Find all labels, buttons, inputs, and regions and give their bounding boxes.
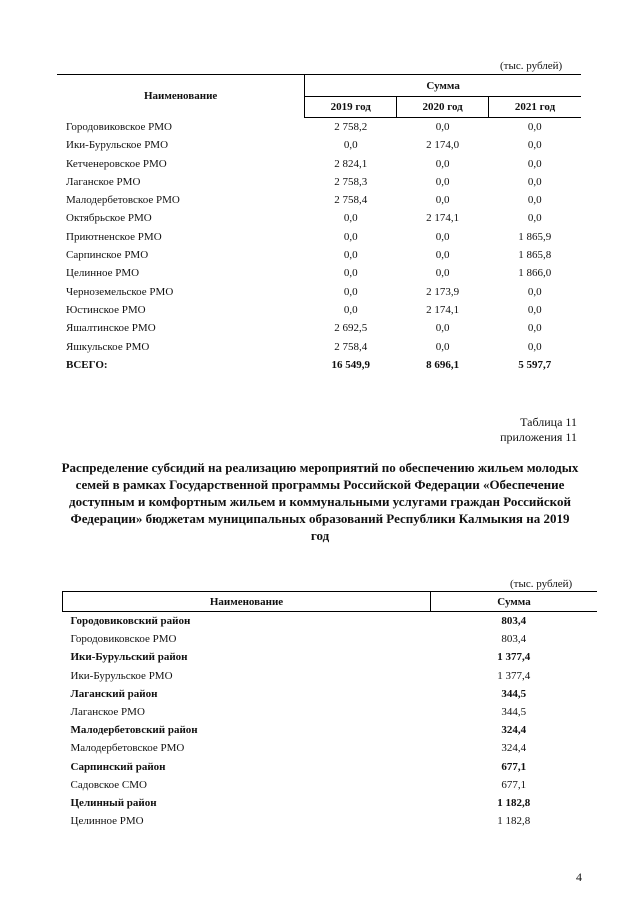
value-cell: 2 174,1 <box>426 303 460 316</box>
row-name: Малодербетовский район <box>70 724 198 737</box>
value-cell: 2 174,0 <box>426 139 460 152</box>
sum-cell: 1 182,8 <box>497 797 531 810</box>
value-cell: 0,0 <box>343 212 358 225</box>
table1-header-sum: Сумма <box>305 75 581 97</box>
municipality-row <box>63 739 598 757</box>
sum-cell: 1 182,8 <box>497 815 531 828</box>
value-cell: 5 597,7 <box>518 358 552 371</box>
row-name: Сарпинский район <box>70 760 166 773</box>
table-row <box>57 136 581 154</box>
value-cell: 2 692,5 <box>334 322 368 335</box>
table-row <box>57 338 581 356</box>
table-row <box>57 209 581 227</box>
table1 <box>57 74 581 374</box>
value-cell: 0,0 <box>527 121 542 133</box>
row-name: Яшалтинское РМО <box>66 322 156 335</box>
table1-year-2020: 2020 год <box>397 97 489 118</box>
row-name: Лаганское РМО <box>70 706 145 719</box>
row-name: Целинное РМО <box>66 267 140 280</box>
value-cell: 0,0 <box>343 249 358 262</box>
value-cell: 0,0 <box>435 249 450 262</box>
total-label: ВСЕГО: <box>66 358 108 371</box>
row-name: Октябрьское РМО <box>66 212 152 225</box>
value-cell: 8 696,1 <box>426 358 460 371</box>
value-cell: 0,0 <box>527 194 542 207</box>
value-cell: 0,0 <box>435 194 450 207</box>
district-row <box>63 612 598 631</box>
value-cell: 2 173,9 <box>426 285 460 298</box>
table-row <box>57 246 581 264</box>
value-cell: 0,0 <box>527 157 542 170</box>
row-name: Целинный район <box>70 797 157 810</box>
table-row <box>57 319 581 337</box>
value-cell: 2 758,4 <box>334 194 368 207</box>
table-caption-line2: приложения 11 <box>500 430 577 444</box>
table2-unit: (тыс. рублей) <box>510 578 573 590</box>
table-row <box>57 155 581 173</box>
sum-cell: 677,1 <box>501 778 527 791</box>
district-row <box>63 794 598 812</box>
value-cell: 2 824,1 <box>334 157 368 170</box>
value-cell: 2 758,3 <box>334 175 368 188</box>
table1-body <box>57 118 581 375</box>
value-cell: 1 866,0 <box>518 267 552 280</box>
value-cell: 0,0 <box>435 230 450 243</box>
value-cell: 0,0 <box>343 303 358 316</box>
sum-cell: 677,1 <box>501 760 527 773</box>
value-cell: 0,0 <box>435 267 450 280</box>
sum-cell: 344,5 <box>501 687 527 700</box>
value-cell: 0,0 <box>527 175 542 188</box>
table1-year-2019: 2019 год <box>305 97 397 118</box>
table1-year-2021: 2021 год <box>489 97 581 118</box>
table2-body <box>63 612 598 831</box>
district-row <box>63 648 598 666</box>
value-cell: 0,0 <box>527 322 542 335</box>
row-name: Яшкульское РМО <box>66 340 150 353</box>
value-cell: 16 549,9 <box>331 358 370 371</box>
row-name: Городовиковское РМО <box>70 633 177 646</box>
sum-cell: 1 377,4 <box>497 669 531 682</box>
row-name: Садовское СМО <box>70 778 147 791</box>
municipality-row <box>63 703 598 721</box>
table-row <box>57 283 581 301</box>
value-cell: 0,0 <box>435 322 450 335</box>
row-name: Приютненское РМО <box>66 230 162 243</box>
row-name: Малодербетовское РМО <box>70 742 185 755</box>
value-cell: 1 865,9 <box>518 230 552 243</box>
table1-header-name: Наименование <box>57 75 305 118</box>
row-name: Ики-Бурульское РМО <box>66 139 169 152</box>
table-row <box>57 301 581 319</box>
sum-cell: 803,4 <box>501 633 527 646</box>
row-name: Лаганское РМО <box>66 175 141 188</box>
table-caption-line1: Таблица 11 <box>520 415 577 429</box>
row-name: Целинное РМО <box>70 815 144 828</box>
value-cell: 0,0 <box>527 212 542 225</box>
municipality-row <box>63 630 598 648</box>
table-row <box>57 173 581 191</box>
row-name: Лаганский район <box>70 687 158 700</box>
table1-unit: (тыс. рублей) <box>500 60 563 72</box>
sum-cell: 1 377,4 <box>497 651 531 664</box>
district-row <box>63 758 598 776</box>
value-cell: 0,0 <box>527 285 542 298</box>
table-row <box>57 228 581 246</box>
value-cell: 0,0 <box>435 340 450 353</box>
sum-cell: 344,5 <box>501 706 527 719</box>
value-cell: 0,0 <box>343 230 358 243</box>
table2-header-name: Наименование <box>63 592 431 612</box>
value-cell: 0,0 <box>343 285 358 298</box>
row-name: Ики-Бурульский район <box>70 651 188 664</box>
table-row <box>57 264 581 282</box>
page-number: 4 <box>576 870 582 884</box>
district-row <box>63 721 598 739</box>
value-cell: 0,0 <box>343 267 358 280</box>
value-cell: 0,0 <box>527 303 542 316</box>
table-row <box>57 191 581 209</box>
row-name: Малодербетовское РМО <box>66 194 180 207</box>
value-cell: 2 174,1 <box>426 212 460 225</box>
value-cell: 2 758,2 <box>334 121 368 133</box>
table2 <box>62 591 597 830</box>
table1-total-row <box>57 356 581 374</box>
row-name: Сарпинское РМО <box>66 249 149 262</box>
value-cell: 0,0 <box>435 175 450 188</box>
row-name: Юстинское РМО <box>66 303 146 316</box>
municipality-row <box>63 667 598 685</box>
row-name: Кетченеровское РМО <box>66 157 167 170</box>
table-caption <box>497 415 577 445</box>
value-cell: 2 758,4 <box>334 340 368 353</box>
row-name: Черноземельское РМО <box>66 285 174 298</box>
district-row <box>63 685 598 703</box>
value-cell: 0,0 <box>435 121 450 133</box>
row-name: Городовиковский район <box>70 615 191 627</box>
value-cell: 0,0 <box>527 139 542 152</box>
row-name: Ики-Бурульское РМО <box>70 669 173 682</box>
value-cell: 1 865,8 <box>518 249 552 262</box>
section-title: Распределение субсидий на реализацию мероприятий по обеспечению жильем молодых семей в рамках Государственной программы Российской Федерации «Обеспечение доступным и комфортным жильем и коммунальными услугами граждан Российской Федерации» бюджетам муниципальных образований Республики Калмыкия на 2019 год <box>61 460 579 543</box>
sum-cell: 324,4 <box>501 724 527 737</box>
sum-cell: 803,4 <box>501 615 527 627</box>
table2-header-sum: Сумма <box>431 592 598 612</box>
value-cell: 0,0 <box>343 139 358 152</box>
municipality-row <box>63 812 598 830</box>
row-name: Городовиковское РМО <box>66 120 172 133</box>
value-cell: 0,0 <box>435 157 450 170</box>
municipality-row <box>63 776 598 794</box>
table-row <box>57 118 581 137</box>
sum-cell: 324,4 <box>501 742 527 755</box>
value-cell: 0,0 <box>527 340 542 353</box>
